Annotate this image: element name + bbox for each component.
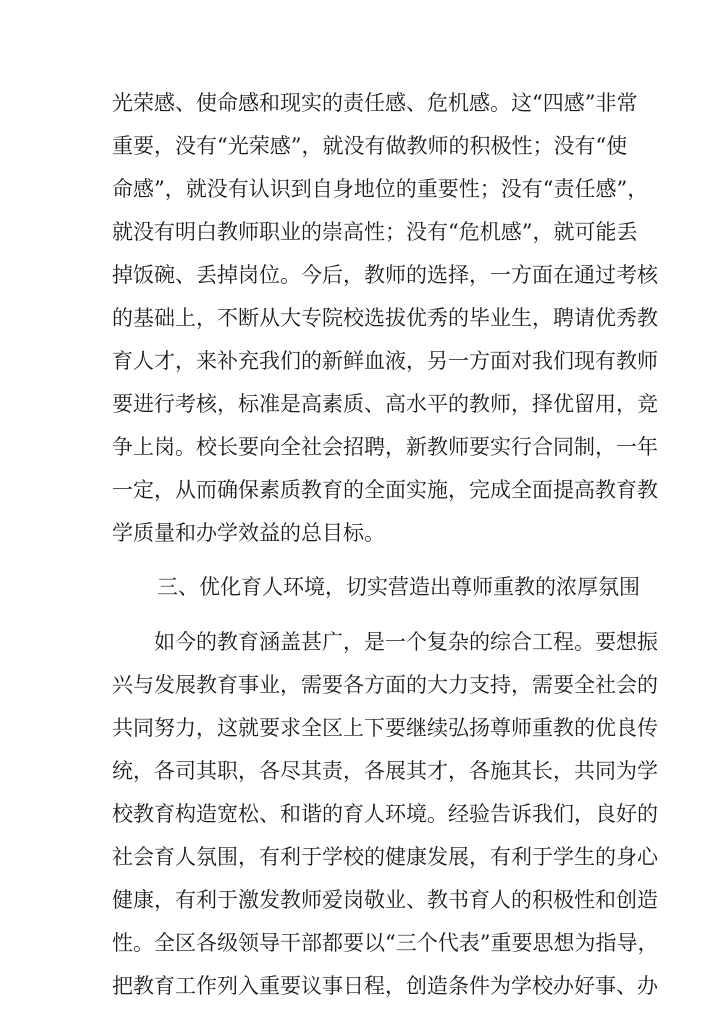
paragraph1-line: 要进行考核，标准是高素质、高水平的教师，择优留用，竞 <box>112 392 658 416</box>
paragraph2-line: 共同努力，这就要求全区上下要继续弘扬尊师重教的优良传 <box>112 716 658 740</box>
paragraph2-line: 如今的教育涵盖甚广，是一个复杂的综合工程。要想振 <box>154 630 658 654</box>
paragraph1-line: 就没有明白教师职业的崇高性；没有“危机感”，就可能丢 <box>112 220 638 244</box>
paragraph2-line: 校教育构造宽松、和谐的育人环境。经验告诉我们，良好的 <box>112 802 658 826</box>
paragraph1-line: 的基础上，不断从大专院校选拔优秀的毕业生，聘请优秀教 <box>112 306 658 330</box>
section-heading: 三、优化育人环境，切实营造出尊师重教的浓厚氛围 <box>157 575 640 599</box>
paragraph1-line: 掉饭碗、丢掉岗位。今后，教师的选择，一方面在通过考核 <box>112 263 658 287</box>
paragraph1-line: 争上岗。校长要向全社会招聘，新教师要实行合同制，一年 <box>112 435 658 459</box>
paragraph1-line: 一定，从而确保素质教育的全面实施，完成全面提高教育教 <box>112 478 658 502</box>
paragraph1-line: 光荣感、使命感和现实的责任感、危机感。这“四感”非常 <box>112 91 638 115</box>
paragraph1-line: 命感”，就没有认识到自身地位的重要性；没有“责任感”， <box>112 177 649 201</box>
paragraph1-line: 重要，没有“光荣感”，就没有做教师的积极性；没有“使 <box>112 134 628 158</box>
paragraph2-line: 性。全区各级领导干部都要以“三个代表”重要思想为指导， <box>112 931 659 955</box>
paragraph2-line: 兴与发展教育事业，需要各方面的大力支持，需要全社会的 <box>112 673 658 697</box>
paragraph1-line: 学质量和办学效益的总目标。 <box>112 521 385 545</box>
paragraph2-line: 统，各司其职，各尽其责，各展其才，各施其长，共同为学 <box>112 759 658 783</box>
paragraph1-line: 育人才，来补充我们的新鲜血液，另一方面对我们现有教师 <box>112 349 658 373</box>
paragraph2-line: 社会育人氛围，有利于学校的健康发展，有利于学生的身心 <box>112 845 658 869</box>
paragraph2-line: 健康，有利于激发教师爱岗敬业、教书育人的积极性和创造 <box>112 888 658 912</box>
paragraph2-line: 把教育工作列入重要议事日程，创造条件为学校办好事、办 <box>112 974 658 998</box>
